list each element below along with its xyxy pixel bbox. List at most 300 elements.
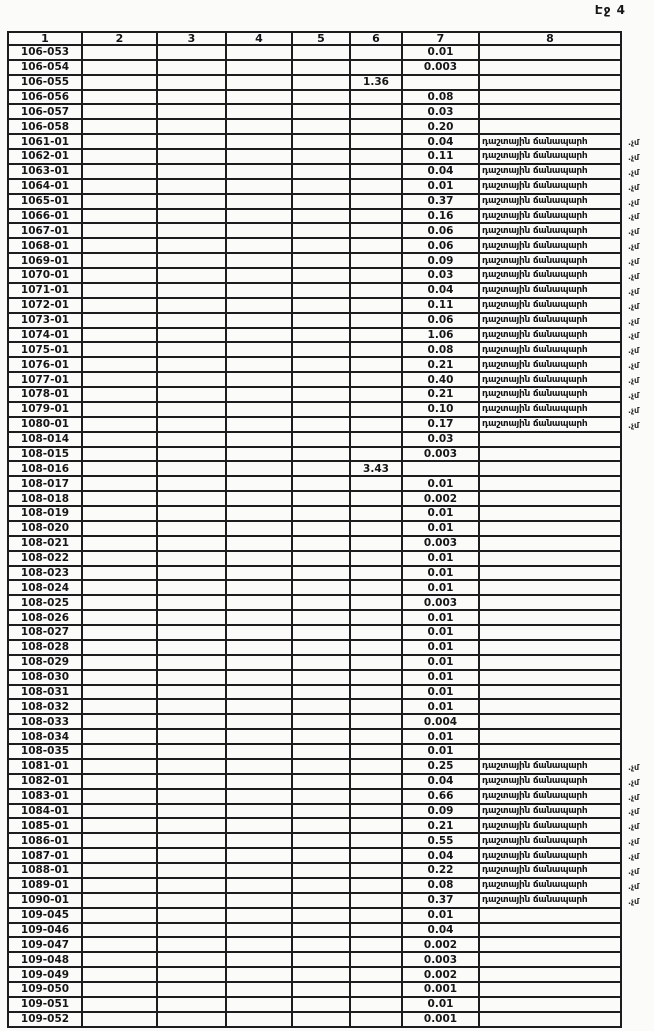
row-id-cell: 108-023 <box>7 567 83 582</box>
row-id-cell: 1071-01 <box>7 284 83 299</box>
empty-cell-col3 <box>158 210 227 225</box>
empty-cell-col3 <box>158 403 227 418</box>
empty-cell-col4 <box>227 329 293 344</box>
table-row <box>7 61 654 76</box>
col8-landuse-cell <box>480 120 622 135</box>
edge-annotation: .չմ <box>628 182 640 192</box>
empty-cell-col5 <box>293 953 351 968</box>
col8-landuse-cell <box>480 448 622 463</box>
empty-cell-col2 <box>83 596 158 611</box>
row-id-cell: 106-057 <box>7 105 83 120</box>
row-id-cell: 108-014 <box>7 433 83 448</box>
col6-value-cell <box>351 730 403 745</box>
empty-cell-col3 <box>158 477 227 492</box>
empty-cell-col4 <box>227 641 293 656</box>
empty-cell-col3 <box>158 135 227 150</box>
col7-value-cell: 0.06 <box>403 224 480 239</box>
empty-cell-col2 <box>83 715 158 730</box>
empty-cell-col3 <box>158 239 227 254</box>
col7-value-cell: 0.04 <box>403 284 480 299</box>
row-id-cell: 1090-01 <box>7 894 83 909</box>
col8-landuse-cell: դաշտային ճանապարհ <box>480 403 622 418</box>
row-id-cell: 108-028 <box>7 641 83 656</box>
edge-annotation: .չմ <box>628 420 640 430</box>
edge-annotation: .չմ <box>628 167 640 177</box>
table-row <box>7 983 654 998</box>
table-row <box>7 224 654 239</box>
empty-cell-col5 <box>293 239 351 254</box>
empty-cell-col4 <box>227 299 293 314</box>
empty-cell-col3 <box>158 120 227 135</box>
col8-landuse-cell: դաշտային ճանապարհ <box>480 165 622 180</box>
col8-landuse-cell: դաշտային ճանապարհ <box>480 775 622 790</box>
col6-value-cell <box>351 626 403 641</box>
empty-cell-col4 <box>227 120 293 135</box>
col8-landuse-cell: դաշտային ճանապարհ <box>480 373 622 388</box>
table-row <box>7 433 654 448</box>
edge-annotation: .չմ <box>628 331 640 341</box>
empty-cell-col3 <box>158 61 227 76</box>
empty-cell-col4 <box>227 998 293 1013</box>
empty-cell-col5 <box>293 552 351 567</box>
col8-landuse-cell <box>480 909 622 924</box>
col8-landuse-cell <box>480 433 622 448</box>
empty-cell-col5 <box>293 968 351 983</box>
empty-cell-col3 <box>158 700 227 715</box>
col8-landuse-cell <box>480 46 622 61</box>
empty-cell-col4 <box>227 552 293 567</box>
table-row <box>7 46 654 61</box>
edge-annotation: .չմ <box>628 361 640 371</box>
edge-annotation: .չմ <box>628 822 640 832</box>
table-row <box>7 775 654 790</box>
col6-value-cell <box>351 403 403 418</box>
empty-cell-col2 <box>83 968 158 983</box>
empty-cell-col4 <box>227 596 293 611</box>
empty-cell-col5 <box>293 879 351 894</box>
row-id-cell: 106-055 <box>7 76 83 91</box>
col6-value-cell <box>351 849 403 864</box>
row-id-cell: 1077-01 <box>7 373 83 388</box>
edge-annotation: .չմ <box>628 762 640 772</box>
col7-value-cell: 0.09 <box>403 805 480 820</box>
empty-cell-col5 <box>293 477 351 492</box>
empty-cell-col2 <box>83 448 158 463</box>
table-row <box>7 195 654 210</box>
col6-value-cell <box>351 358 403 373</box>
empty-cell-col5 <box>293 924 351 939</box>
empty-cell-col3 <box>158 968 227 983</box>
empty-cell-col3 <box>158 938 227 953</box>
row-id-cell: 1074-01 <box>7 329 83 344</box>
empty-cell-col5 <box>293 373 351 388</box>
empty-cell-col5 <box>293 418 351 433</box>
table-row <box>7 626 654 641</box>
row-id-cell: 106-054 <box>7 61 83 76</box>
table-row <box>7 790 654 805</box>
empty-cell-col5 <box>293 135 351 150</box>
empty-cell-col2 <box>83 507 158 522</box>
row-id-cell: 1075-01 <box>7 343 83 358</box>
col8-landuse-cell <box>480 924 622 939</box>
table-row <box>7 403 654 418</box>
empty-cell-col5 <box>293 686 351 701</box>
col8-landuse-cell: դաշտային ճանապարհ <box>480 299 622 314</box>
empty-cell-col4 <box>227 790 293 805</box>
column-header-4: 4 <box>227 31 293 46</box>
empty-cell-col2 <box>83 418 158 433</box>
empty-cell-col3 <box>158 567 227 582</box>
table-row <box>7 849 654 864</box>
empty-cell-col4 <box>227 1013 293 1028</box>
col7-value-cell: 0.01 <box>403 730 480 745</box>
empty-cell-col2 <box>83 433 158 448</box>
col8-landuse-cell <box>480 968 622 983</box>
empty-cell-col4 <box>227 968 293 983</box>
empty-cell-col3 <box>158 388 227 403</box>
empty-cell-col3 <box>158 596 227 611</box>
column-header-2: 2 <box>83 31 158 46</box>
empty-cell-col4 <box>227 879 293 894</box>
row-id-cell: 108-020 <box>7 522 83 537</box>
col6-value-cell <box>351 611 403 626</box>
table-row <box>7 819 654 834</box>
col6-value-cell <box>351 879 403 894</box>
edge-annotation: .չմ <box>628 316 640 326</box>
col7-value-cell: 0.01 <box>403 552 480 567</box>
empty-cell-col4 <box>227 671 293 686</box>
empty-cell-col2 <box>83 775 158 790</box>
col6-value-cell <box>351 165 403 180</box>
col6-value-cell <box>351 656 403 671</box>
col7-value-cell: 0.40 <box>403 373 480 388</box>
empty-cell-col2 <box>83 373 158 388</box>
row-id-cell: 108-015 <box>7 448 83 463</box>
col6-value-cell <box>351 968 403 983</box>
table-row <box>7 998 654 1013</box>
empty-cell-col3 <box>158 433 227 448</box>
col6-value-cell <box>351 135 403 150</box>
empty-cell-col4 <box>227 373 293 388</box>
empty-cell-col4 <box>227 656 293 671</box>
col8-landuse-cell <box>480 61 622 76</box>
empty-cell-col5 <box>293 91 351 106</box>
col8-landuse-cell: դաշտային ճանապարհ <box>480 224 622 239</box>
empty-cell-col3 <box>158 46 227 61</box>
table-row <box>7 462 654 477</box>
empty-cell-col4 <box>227 686 293 701</box>
empty-cell-col2 <box>83 462 158 477</box>
col8-landuse-cell <box>480 462 622 477</box>
table-row <box>7 671 654 686</box>
table-row <box>7 596 654 611</box>
col7-value-cell: 0.17 <box>403 418 480 433</box>
edge-annotation: .չմ <box>628 376 640 386</box>
empty-cell-col3 <box>158 879 227 894</box>
empty-cell-col2 <box>83 522 158 537</box>
col8-landuse-cell <box>480 477 622 492</box>
empty-cell-col5 <box>293 700 351 715</box>
empty-cell-col4 <box>227 537 293 552</box>
empty-cell-col5 <box>293 448 351 463</box>
col6-value-cell <box>351 448 403 463</box>
table-row <box>7 284 654 299</box>
col7-value-cell: 0.002 <box>403 492 480 507</box>
table-row <box>7 1013 654 1028</box>
row-id-cell: 1089-01 <box>7 879 83 894</box>
empty-cell-col4 <box>227 775 293 790</box>
col6-value-cell <box>351 329 403 344</box>
col6-value-cell <box>351 210 403 225</box>
col7-value-cell: 0.004 <box>403 715 480 730</box>
empty-cell-col4 <box>227 210 293 225</box>
empty-cell-col4 <box>227 507 293 522</box>
col6-value-cell <box>351 938 403 953</box>
empty-cell-col5 <box>293 46 351 61</box>
row-id-cell: 1065-01 <box>7 195 83 210</box>
col7-value-cell: 0.21 <box>403 819 480 834</box>
table-row <box>7 805 654 820</box>
col6-value-cell <box>351 805 403 820</box>
empty-cell-col2 <box>83 641 158 656</box>
empty-cell-col3 <box>158 909 227 924</box>
empty-cell-col4 <box>227 284 293 299</box>
empty-cell-col3 <box>158 775 227 790</box>
empty-cell-col3 <box>158 552 227 567</box>
empty-cell-col2 <box>83 329 158 344</box>
empty-cell-col3 <box>158 626 227 641</box>
empty-cell-col4 <box>227 760 293 775</box>
col6-value-cell <box>351 924 403 939</box>
col7-value-cell: 0.04 <box>403 924 480 939</box>
col6-value-cell <box>351 388 403 403</box>
empty-cell-col2 <box>83 894 158 909</box>
empty-cell-col3 <box>158 998 227 1013</box>
empty-cell-col3 <box>158 537 227 552</box>
empty-cell-col3 <box>158 671 227 686</box>
row-id-cell: 1069-01 <box>7 254 83 269</box>
empty-cell-col5 <box>293 522 351 537</box>
col6-value-cell <box>351 373 403 388</box>
empty-cell-col3 <box>158 299 227 314</box>
row-id-cell: 109-047 <box>7 938 83 953</box>
empty-cell-col4 <box>227 150 293 165</box>
empty-cell-col2 <box>83 135 158 150</box>
empty-cell-col2 <box>83 537 158 552</box>
empty-cell-col5 <box>293 641 351 656</box>
row-id-cell: 108-027 <box>7 626 83 641</box>
col8-landuse-cell <box>480 953 622 968</box>
empty-cell-col4 <box>227 715 293 730</box>
col7-value-cell: 0.003 <box>403 448 480 463</box>
col6-value-cell <box>351 775 403 790</box>
empty-cell-col3 <box>158 805 227 820</box>
empty-cell-col5 <box>293 567 351 582</box>
empty-cell-col3 <box>158 418 227 433</box>
col7-value-cell: 0.03 <box>403 433 480 448</box>
empty-cell-col5 <box>293 715 351 730</box>
col6-value-cell <box>351 671 403 686</box>
empty-cell-col4 <box>227 343 293 358</box>
empty-cell-col4 <box>227 581 293 596</box>
table-row <box>7 894 654 909</box>
col8-landuse-cell: դաշտային ճանապարհ <box>480 150 622 165</box>
col8-landuse-cell: դաշտային ճանապարհ <box>480 284 622 299</box>
col7-value-cell: 0.11 <box>403 150 480 165</box>
col8-landuse-cell <box>480 700 622 715</box>
col6-value-cell <box>351 552 403 567</box>
row-id-cell: 1067-01 <box>7 224 83 239</box>
empty-cell-col3 <box>158 953 227 968</box>
empty-cell-col2 <box>83 150 158 165</box>
cadastral-table <box>7 31 654 1028</box>
col6-value-cell <box>351 700 403 715</box>
empty-cell-col3 <box>158 165 227 180</box>
row-id-cell: 108-030 <box>7 671 83 686</box>
col7-value-cell: 0.20 <box>403 120 480 135</box>
empty-cell-col3 <box>158 894 227 909</box>
table-row <box>7 180 654 195</box>
col6-value-cell <box>351 760 403 775</box>
col7-value-cell: 0.55 <box>403 834 480 849</box>
col6-value-cell: 1.36 <box>351 76 403 91</box>
empty-cell-col2 <box>83 834 158 849</box>
empty-cell-col4 <box>227 254 293 269</box>
col6-value-cell <box>351 909 403 924</box>
col7-value-cell: 0.06 <box>403 239 480 254</box>
empty-cell-col3 <box>158 195 227 210</box>
row-id-cell: 108-024 <box>7 581 83 596</box>
row-id-cell: 108-018 <box>7 492 83 507</box>
col7-value-cell: 0.01 <box>403 522 480 537</box>
table-row <box>7 611 654 626</box>
table-row <box>7 343 654 358</box>
empty-cell-col2 <box>83 805 158 820</box>
empty-cell-col3 <box>158 358 227 373</box>
empty-cell-col2 <box>83 314 158 329</box>
col7-value-cell: 0.01 <box>403 46 480 61</box>
table-row <box>7 864 654 879</box>
empty-cell-col4 <box>227 909 293 924</box>
empty-cell-col2 <box>83 91 158 106</box>
empty-cell-col3 <box>158 522 227 537</box>
empty-cell-col3 <box>158 686 227 701</box>
table-row <box>7 656 654 671</box>
col8-landuse-cell: դաշտային ճանապարհ <box>480 254 622 269</box>
row-id-cell: 1078-01 <box>7 388 83 403</box>
empty-cell-col3 <box>158 641 227 656</box>
edge-annotation: .չմ <box>628 405 640 415</box>
empty-cell-col4 <box>227 314 293 329</box>
empty-cell-col2 <box>83 61 158 76</box>
page-number-label: Էջ 4 <box>594 3 626 17</box>
col8-landuse-cell: դաշտային ճանապարհ <box>480 790 622 805</box>
empty-cell-col5 <box>293 433 351 448</box>
empty-cell-col3 <box>158 373 227 388</box>
empty-cell-col5 <box>293 329 351 344</box>
col6-value-cell <box>351 269 403 284</box>
edge-annotation: .չմ <box>628 257 640 267</box>
col7-value-cell: 0.10 <box>403 403 480 418</box>
empty-cell-col2 <box>83 953 158 968</box>
empty-cell-col2 <box>83 938 158 953</box>
col7-value-cell: 0.66 <box>403 790 480 805</box>
col7-value-cell: 0.37 <box>403 195 480 210</box>
row-id-cell: 1066-01 <box>7 210 83 225</box>
empty-cell-col3 <box>158 790 227 805</box>
empty-cell-col4 <box>227 403 293 418</box>
col6-value-cell <box>351 299 403 314</box>
col7-value-cell: 0.03 <box>403 269 480 284</box>
empty-cell-col5 <box>293 909 351 924</box>
empty-cell-col4 <box>227 433 293 448</box>
col8-landuse-cell: դաշտային ճանապարհ <box>480 849 622 864</box>
col6-value-cell <box>351 492 403 507</box>
column-header-6: 6 <box>351 31 403 46</box>
col6-value-cell <box>351 864 403 879</box>
col7-value-cell: 0.37 <box>403 894 480 909</box>
empty-cell-col5 <box>293 1013 351 1028</box>
empty-cell-col5 <box>293 938 351 953</box>
edge-annotation: .չմ <box>628 777 640 787</box>
col7-value-cell: 0.08 <box>403 879 480 894</box>
empty-cell-col5 <box>293 388 351 403</box>
col8-landuse-cell <box>480 745 622 760</box>
col8-landuse-cell <box>480 686 622 701</box>
col6-value-cell <box>351 581 403 596</box>
empty-cell-col3 <box>158 924 227 939</box>
empty-cell-col2 <box>83 983 158 998</box>
empty-cell-col2 <box>83 299 158 314</box>
empty-cell-col4 <box>227 448 293 463</box>
empty-cell-col3 <box>158 329 227 344</box>
col8-landuse-cell: դաշտային ճանապարհ <box>480 760 622 775</box>
col8-landuse-cell <box>480 641 622 656</box>
empty-cell-col3 <box>158 150 227 165</box>
empty-cell-col4 <box>227 61 293 76</box>
col7-value-cell: 0.01 <box>403 507 480 522</box>
col8-landuse-cell <box>480 1013 622 1028</box>
empty-cell-col3 <box>158 91 227 106</box>
empty-cell-col4 <box>227 358 293 373</box>
row-id-cell: 1063-01 <box>7 165 83 180</box>
col6-value-cell <box>351 284 403 299</box>
empty-cell-col5 <box>293 165 351 180</box>
column-header-3: 3 <box>158 31 227 46</box>
empty-cell-col2 <box>83 358 158 373</box>
empty-cell-col5 <box>293 254 351 269</box>
row-id-cell: 1088-01 <box>7 864 83 879</box>
edge-annotation: .չմ <box>628 212 640 222</box>
table-row <box>7 210 654 225</box>
table-row <box>7 373 654 388</box>
empty-cell-col4 <box>227 269 293 284</box>
col7-value-cell: 0.01 <box>403 477 480 492</box>
col8-landuse-cell <box>480 537 622 552</box>
table-row <box>7 968 654 983</box>
col8-landuse-cell: դաշտային ճանապարհ <box>480 864 622 879</box>
empty-cell-col3 <box>158 507 227 522</box>
empty-cell-col3 <box>158 492 227 507</box>
col6-value-cell <box>351 224 403 239</box>
empty-cell-col3 <box>158 983 227 998</box>
empty-cell-col3 <box>158 730 227 745</box>
col7-value-cell: 0.001 <box>403 983 480 998</box>
empty-cell-col5 <box>293 537 351 552</box>
col6-value-cell <box>351 105 403 120</box>
empty-cell-col2 <box>83 254 158 269</box>
table-row <box>7 105 654 120</box>
